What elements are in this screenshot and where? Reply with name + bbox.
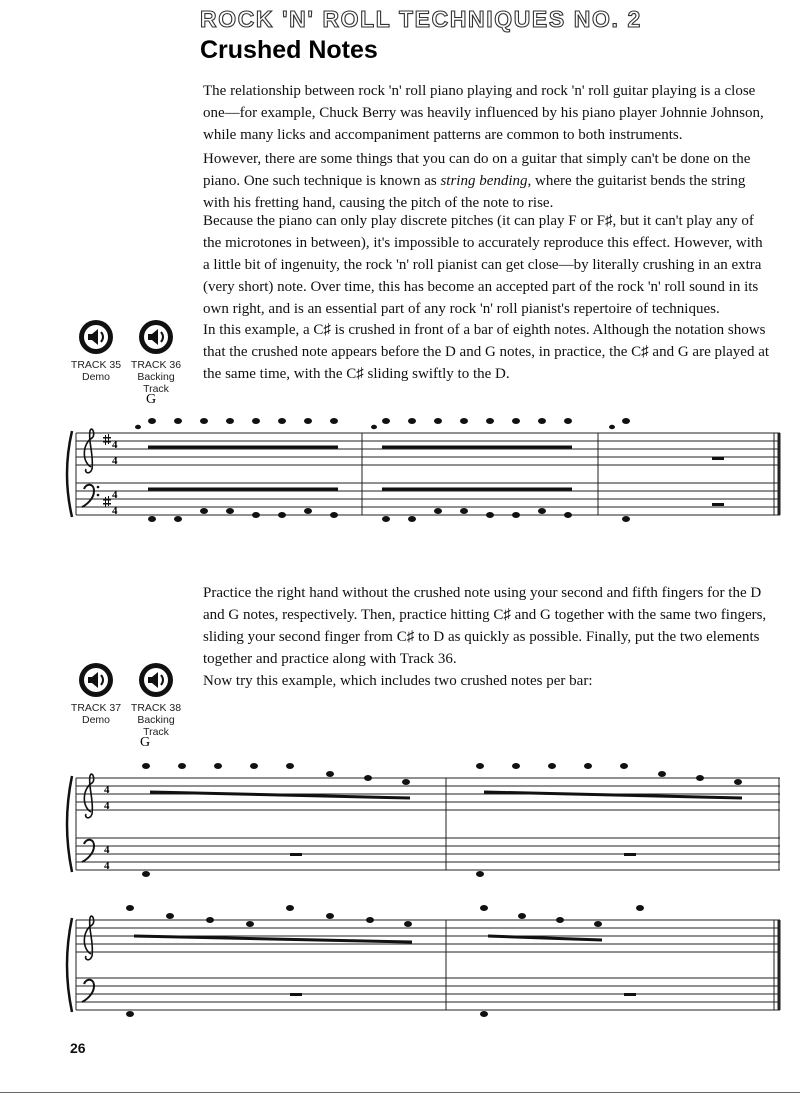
barlines: [76, 920, 779, 1010]
chord-symbol: G: [140, 735, 151, 750]
bass-clef-icon: [82, 980, 94, 1002]
track-type: Backing Track: [137, 371, 175, 395]
grace-notes: [135, 425, 615, 429]
left-hand-notes: [142, 871, 484, 877]
bass-staff: [76, 838, 780, 870]
track-number: TRACK 36: [130, 359, 182, 371]
page-number: 26: [70, 1040, 86, 1056]
svg-text:4: 4: [104, 784, 110, 796]
track-37-button[interactable]: [66, 662, 126, 726]
brace-icon: [67, 776, 72, 872]
bass-clef-icon: [82, 840, 94, 862]
paragraph-example-2: Now try this example, which includes two crushed notes per bar:: [203, 673, 593, 689]
treble-clef-icon: [84, 429, 93, 473]
paragraph-crushing: Because the piano can only play discrete pitches (it can play F or F♯, but it can't play any of the microtones in between), it's impossible to accurately reproduce this effect. However, with a little bit of ingenuity, the rock 'n' roll pianist can get close—by literally crushing in an extra (very short) note. Over time, this has become an accepted part of the rock 'n' roll sound in its own right, and is an essential part of any rock 'n' roll pianist's repertoire of techniques.: [203, 213, 763, 317]
music-example-2-system-1: [0, 728, 800, 878]
paragraph-example-1: In this example, a C♯ is crushed in front of a bar of eighth notes. Although the notation shows that the crushed note appears before the D and G notes, in practice, the C♯ and G are played at the same time, with the C♯ sliding swiftly to the D.: [203, 322, 770, 382]
chord-symbol: G: [146, 392, 157, 407]
paragraph-string-bending-end: where the guitarist bends the string with his fretting hand, causing the pitch of the note to rise.: [203, 173, 746, 211]
svg-text:4: 4: [104, 844, 110, 856]
track-35-button[interactable]: [66, 319, 126, 383]
track-type: Demo: [81, 714, 110, 726]
bass-staff: [76, 978, 780, 1010]
music-example-1: [0, 385, 800, 545]
paragraph-intro: The relationship between rock 'n' roll piano playing and rock 'n' roll guitar playing is a close one—for example, Chuck Berry was heavily influenced by his piano player Johnnie Johnson, while many licks and accompaniment patterns are common to both instruments.: [203, 83, 764, 143]
paragraph-string-bending: [203, 148, 771, 214]
treble-staff: [76, 433, 780, 465]
right-hand-notes: [126, 905, 644, 927]
track-36-button[interactable]: [126, 319, 186, 395]
svg-text:4: 4: [104, 860, 110, 872]
time-signature: [104, 784, 110, 872]
track-type: Demo: [81, 371, 110, 383]
music-example-2-system-2: [0, 880, 800, 1030]
paragraph-string-bending-start: However, there are some things that you can do on a guitar that simply can't be done on the piano. One such technique is known as: [203, 151, 751, 189]
brace-icon: [67, 431, 72, 517]
left-hand-notes: [126, 1011, 488, 1017]
svg-text:4: 4: [112, 505, 118, 517]
paragraph-practice: Practice the right hand without the crushed note using your second and fifth fingers for the D and G notes, respectively. Then, practice hitting C♯ and G together with the same two fingers, sliding your second finger from C♯ to D as quickly as possible. Finally, put the two elements together and practice along with Track 36.: [203, 585, 767, 667]
speaker-icon: [138, 319, 174, 355]
speaker-icon: [78, 662, 114, 698]
bass-clef-icon: [82, 485, 94, 507]
brace-icon: [67, 918, 72, 1012]
right-hand-notes: [142, 763, 742, 785]
svg-text:4: 4: [112, 489, 118, 501]
treble-clef-icon: [84, 916, 93, 960]
treble-clef-icon: [84, 774, 93, 818]
track-number: TRACK 38: [130, 702, 182, 714]
svg-text:4: 4: [112, 455, 118, 467]
beams: [134, 936, 602, 942]
accidental-marks: [103, 434, 111, 507]
footer-rule: [0, 1092, 800, 1093]
page-title: Crushed Notes: [200, 36, 378, 64]
track-type: Backing Track: [137, 714, 175, 738]
track-38-button[interactable]: [126, 662, 186, 738]
series-title: ROCK 'N' ROLL TECHNIQUES NO. 2: [200, 6, 642, 32]
speaker-icon: [78, 319, 114, 355]
track-number: TRACK 37: [70, 702, 122, 714]
right-hand-notes: [148, 418, 630, 424]
svg-text:4: 4: [112, 439, 118, 451]
track-number: TRACK 35: [70, 359, 122, 371]
speaker-icon: [138, 662, 174, 698]
time-signature: [112, 439, 118, 517]
svg-text:4: 4: [104, 800, 110, 812]
barlines: [76, 433, 779, 515]
paragraph-string-bending-term: string bending,: [440, 173, 532, 189]
